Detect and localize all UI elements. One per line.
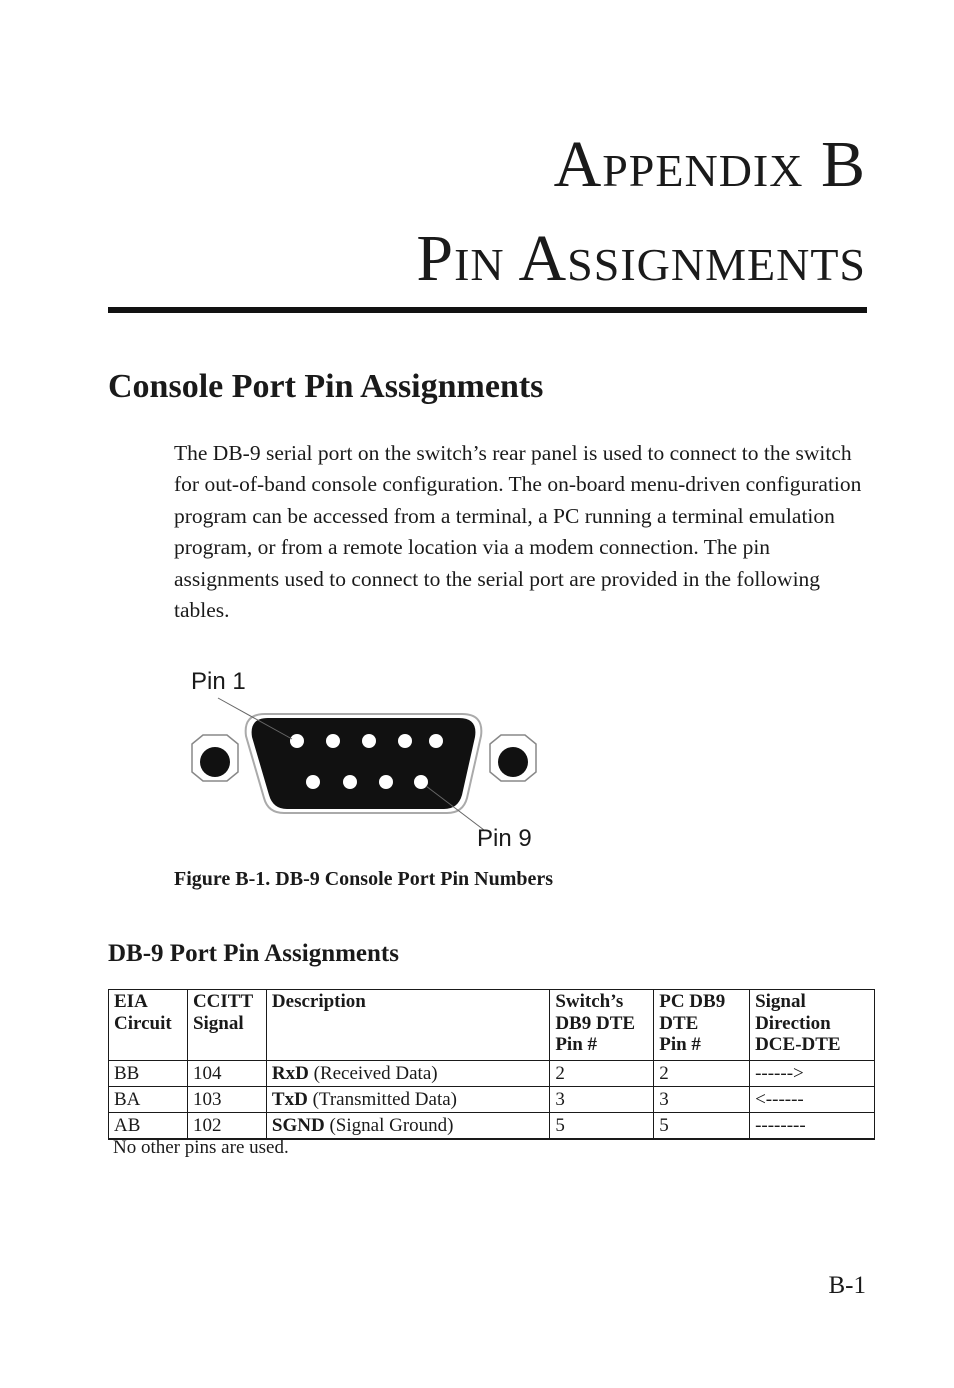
db9-connector-figure bbox=[170, 660, 570, 860]
pin-assignments-table bbox=[108, 989, 875, 1140]
cell-pc-pin: 2 bbox=[654, 1060, 750, 1086]
connector-shell bbox=[252, 718, 476, 809]
table-row bbox=[109, 1060, 875, 1086]
cell-description: SGND (Signal Ground) bbox=[266, 1112, 549, 1139]
pin-9-label: Pin 9 bbox=[477, 825, 532, 852]
cell-switch-pin: 5 bbox=[550, 1112, 654, 1139]
pin-1 bbox=[290, 734, 304, 748]
pin-2 bbox=[326, 734, 340, 748]
cell-switch-pin: 2 bbox=[550, 1060, 654, 1086]
pin-9 bbox=[414, 775, 428, 789]
cell-eia: BA bbox=[109, 1086, 188, 1112]
pin-6 bbox=[306, 775, 320, 789]
page-number: B-1 bbox=[828, 1272, 866, 1299]
table-row bbox=[109, 1112, 875, 1139]
figure-caption: Figure B-1. DB-9 Console Port Pin Numbers bbox=[174, 868, 554, 890]
cell-ccitt: 103 bbox=[187, 1086, 266, 1112]
cell-switch-pin: 3 bbox=[550, 1086, 654, 1112]
cell-direction: <------ bbox=[750, 1086, 875, 1112]
pin-1-label: Pin 1 bbox=[191, 668, 246, 695]
table-heading: DB-9 Port Pin Assignments bbox=[108, 940, 399, 967]
chapter-title-appendix: Appendix B bbox=[553, 128, 866, 201]
header-description: Description bbox=[266, 990, 549, 1061]
table-header-row bbox=[109, 990, 875, 1061]
cell-ccitt: 102 bbox=[187, 1112, 266, 1139]
section-heading: Console Port Pin Assignments bbox=[108, 368, 544, 405]
cell-ccitt: 104 bbox=[187, 1060, 266, 1086]
right-mounting-hole bbox=[498, 747, 528, 777]
chapter-title-name: Pin Assignments bbox=[416, 222, 866, 295]
pin-3 bbox=[362, 734, 376, 748]
left-mounting-hole bbox=[200, 747, 230, 777]
pin-5 bbox=[429, 734, 443, 748]
intro-paragraph: The DB-9 serial port on the switch’s rear panel is used to connect to the switch for out-of-band console configuration. The on-board menu-driven configuration program can be accessed from a terminal, a PC running a terminal emulation program, or from a remote location via a modem connection. The pin assignments used to connect to the serial port are provided in the following tables. bbox=[174, 441, 862, 623]
cell-eia: BB bbox=[109, 1060, 188, 1086]
header-pc-pin: PC DB9 DTE Pin # bbox=[654, 990, 750, 1061]
cell-direction: ------> bbox=[750, 1060, 875, 1086]
cell-eia: AB bbox=[109, 1112, 188, 1139]
pin-8 bbox=[379, 775, 393, 789]
table-note: No other pins are used. bbox=[113, 1137, 289, 1158]
cell-pc-pin: 5 bbox=[654, 1112, 750, 1139]
pin-4 bbox=[398, 734, 412, 748]
cell-description: RxD (Received Data) bbox=[266, 1060, 549, 1086]
header-signal-direction: Signal Direction DCE-DTE bbox=[750, 990, 875, 1061]
header-ccitt-signal: CCITT Signal bbox=[187, 990, 266, 1061]
pin-7 bbox=[343, 775, 357, 789]
header-eia-circuit: EIA Circuit bbox=[109, 990, 188, 1061]
cell-pc-pin: 3 bbox=[654, 1086, 750, 1112]
table-row bbox=[109, 1086, 875, 1112]
chapter-title bbox=[416, 118, 866, 306]
title-rule bbox=[108, 307, 867, 313]
header-switch-pin: Switch’s DB9 DTE Pin # bbox=[550, 990, 654, 1061]
cell-description: TxD (Transmitted Data) bbox=[266, 1086, 549, 1112]
cell-direction: -------- bbox=[750, 1112, 875, 1139]
